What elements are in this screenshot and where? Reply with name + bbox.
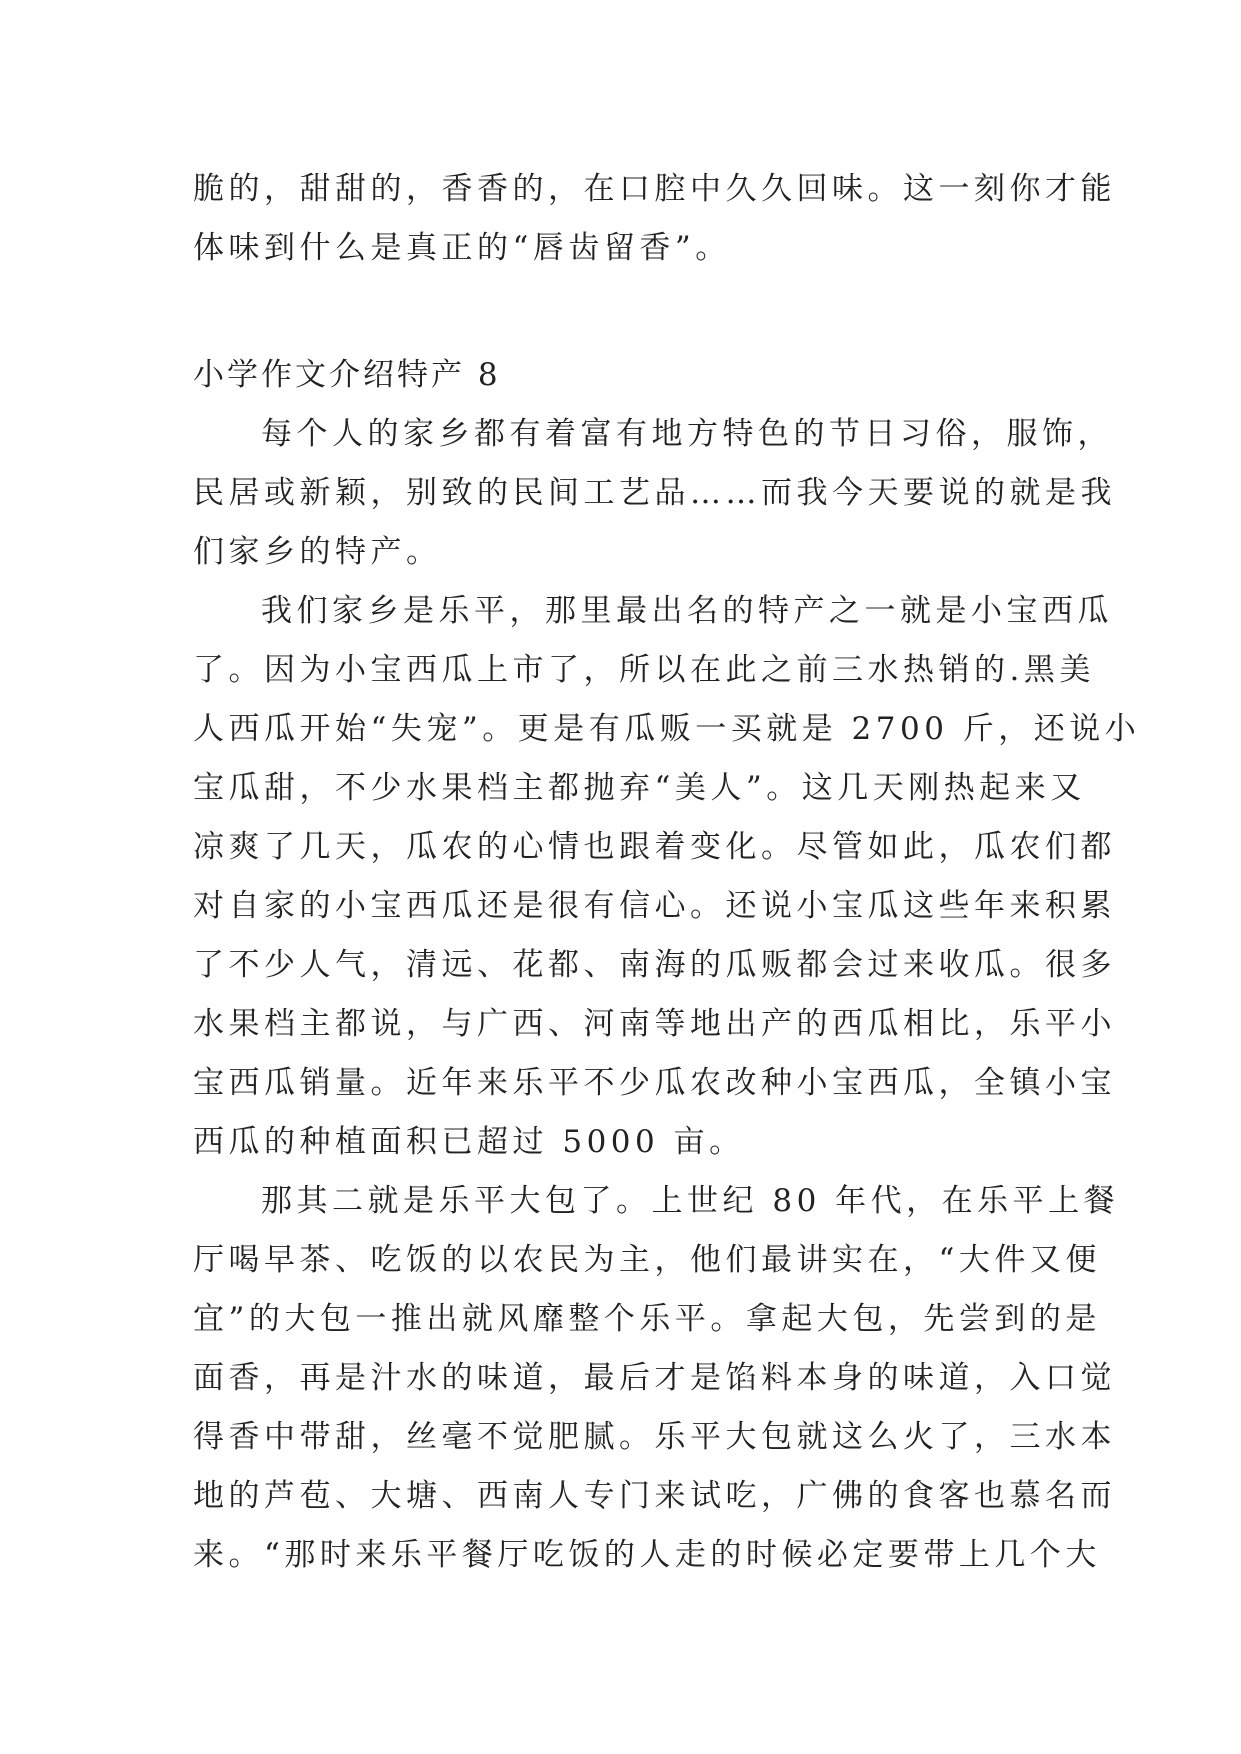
text-line: 人西瓜开始“失宠”。更是有瓜贩一买就是 2700 斤，还说小 <box>193 711 1141 747</box>
text-line: 了不少人气，清远、花都、南海的瓜贩都会过来收瓜。很多 <box>193 947 1116 983</box>
paragraph-2 <box>193 582 1141 1172</box>
text-line: 水果档主都说，与广西、河南等地出产的西瓜相比，乐平小 <box>193 1006 1116 1042</box>
text-line: 宝西瓜销量。近年来乐平不少瓜农改种小宝西瓜，全镇小宝 <box>193 1065 1116 1101</box>
text-line: 了。因为小宝西瓜上市了，所以在此之前三水热销的.黑美 <box>193 652 1095 688</box>
text-line: 民居或新颖，别致的民间工艺品……而我今天要说的就是我 <box>193 475 1116 511</box>
text-line: 面香，再是汁水的味道，最后才是馅料本身的味道，入口觉 <box>193 1360 1116 1396</box>
paragraph-1 <box>193 405 1116 582</box>
text-line: 来。“那时来乐平餐厅吃饭的人走的时候必定要带上几个大 <box>193 1537 1101 1573</box>
text-line: 我们家乡是乐平，那里最出名的特产之一就是小宝西瓜 <box>261 593 1113 629</box>
text-line: 凉爽了几天，瓜农的心情也跟着变化。尽管如此，瓜农们都 <box>193 829 1116 865</box>
text-line: 体味到什么是真正的“唇齿留香”。 <box>193 230 731 266</box>
section-spacer <box>193 278 1053 346</box>
intro-paragraph <box>193 160 1116 278</box>
text-line: 脆的，甜甜的，香香的，在口腔中久久回味。这一刻你才能 <box>193 171 1116 207</box>
document-body <box>193 160 1141 1585</box>
text-line: 对自家的小宝西瓜还是很有信心。还说小宝瓜这些年来积累 <box>193 888 1116 924</box>
text-line: 每个人的家乡都有着富有地方特色的节日习俗，服饰， <box>261 416 1113 452</box>
text-line: 得香中带甜，丝毫不觉肥腻。乐平大包就这么火了，三水本 <box>193 1419 1116 1455</box>
text-line: 宝瓜甜，不少水果档主都抛弃“美人”。这几天刚热起来又 <box>193 770 1086 806</box>
text-line: 西瓜的种植面积已超过 5000 亩。 <box>193 1124 745 1160</box>
text-line: 地的芦苞、大塘、西南人专门来试吃，广佛的食客也慕名而 <box>193 1478 1116 1514</box>
text-line: 那其二就是乐平大包了。上世纪 80 年代，在乐平上餐 <box>261 1183 1120 1219</box>
paragraph-3 <box>193 1172 1120 1585</box>
text-line: 们家乡的特产。 <box>193 534 442 570</box>
section-title: 小学作文介绍特产 8 <box>193 357 501 393</box>
text-line: 厅喝早茶、吃饭的以农民为主，他们最讲实在，“大件又便 <box>193 1242 1101 1278</box>
text-line: 宜”的大包一推出就风靡整个乐平。拿起大包，先尝到的是 <box>193 1301 1101 1337</box>
